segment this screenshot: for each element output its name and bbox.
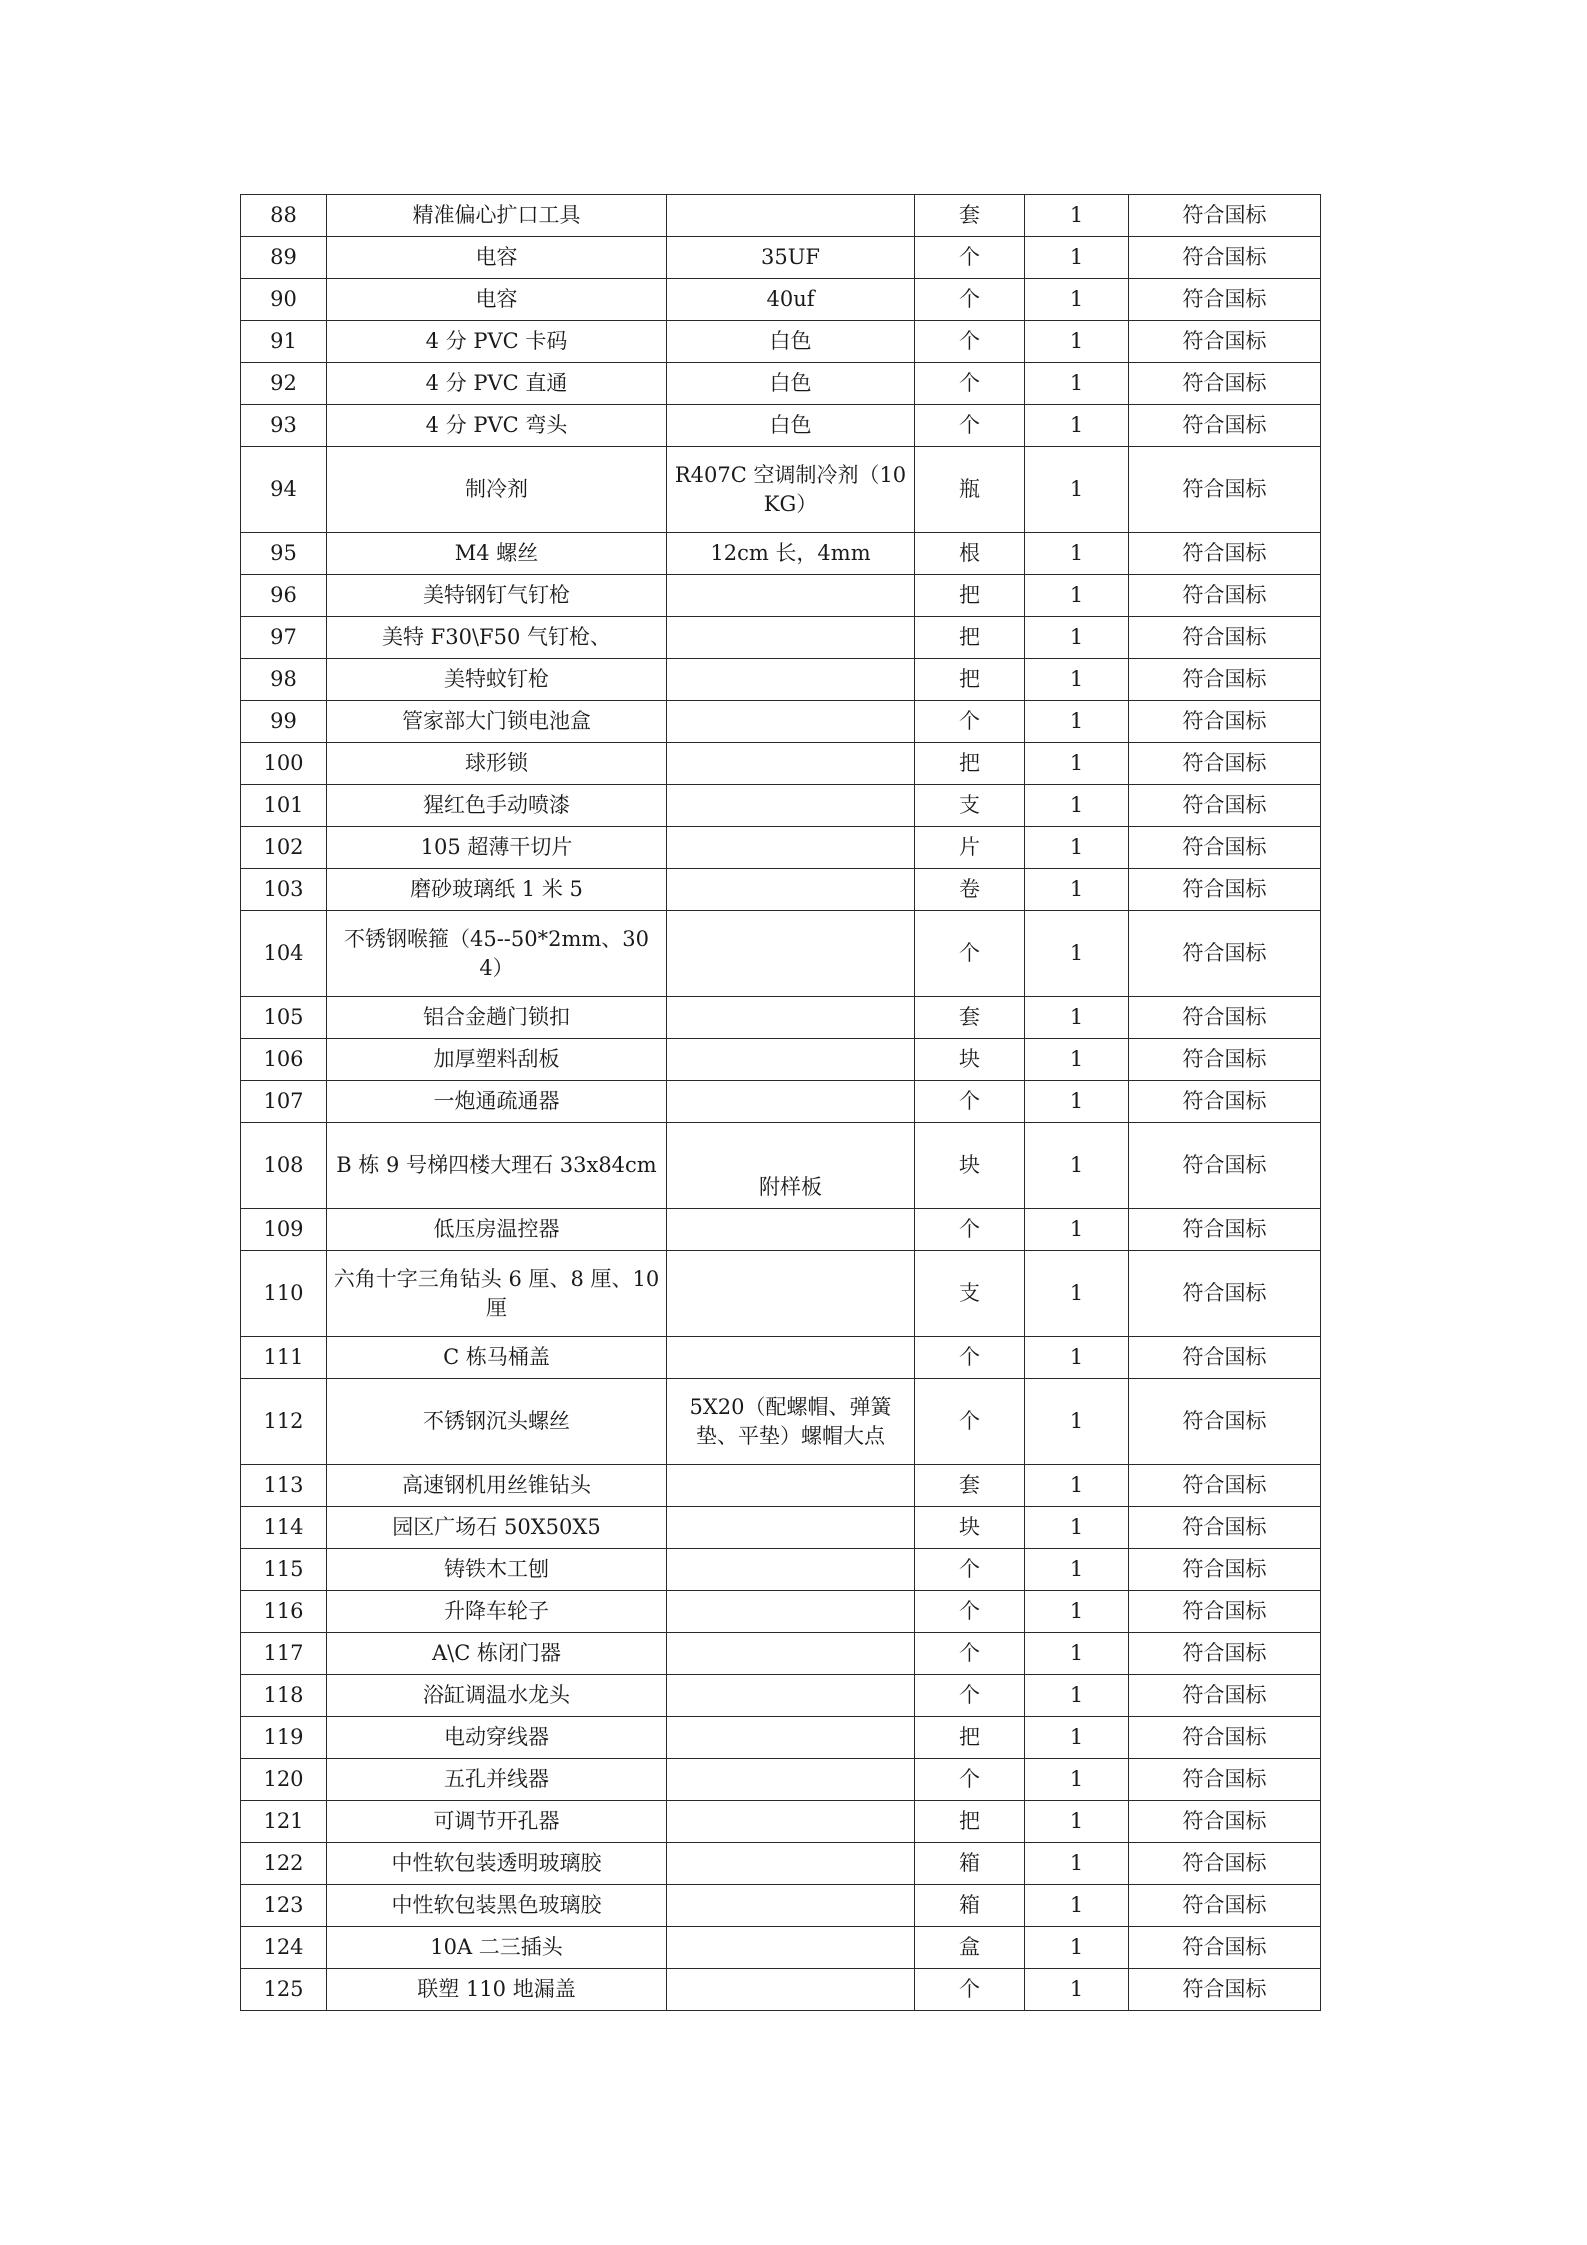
table-row bbox=[241, 279, 1321, 321]
cell-specification bbox=[667, 1633, 915, 1675]
cell-unit: 个 bbox=[915, 1591, 1025, 1633]
cell-unit: 把 bbox=[915, 743, 1025, 785]
cell-unit: 个 bbox=[915, 1379, 1025, 1465]
cell-quantity: 1 bbox=[1025, 195, 1129, 237]
cell-standard: 符合国标 bbox=[1129, 237, 1321, 279]
cell-standard: 符合国标 bbox=[1129, 785, 1321, 827]
cell-standard: 符合国标 bbox=[1129, 1927, 1321, 1969]
cell-standard: 符合国标 bbox=[1129, 1549, 1321, 1591]
cell-quantity: 1 bbox=[1025, 575, 1129, 617]
table-row bbox=[241, 195, 1321, 237]
cell-quantity: 1 bbox=[1025, 1549, 1129, 1591]
table-row bbox=[241, 1969, 1321, 2011]
cell-number: 117 bbox=[241, 1633, 327, 1675]
cell-item-name: 猩红色手动喷漆 bbox=[327, 785, 667, 827]
cell-number: 124 bbox=[241, 1927, 327, 1969]
cell-specification: 附样板 bbox=[667, 1123, 915, 1209]
table-row bbox=[241, 533, 1321, 575]
cell-specification: 12cm 长，4mm bbox=[667, 533, 915, 575]
cell-item-name: 联塑 110 地漏盖 bbox=[327, 1969, 667, 2011]
cell-standard: 符合国标 bbox=[1129, 1591, 1321, 1633]
cell-unit: 个 bbox=[915, 1759, 1025, 1801]
cell-unit: 卷 bbox=[915, 869, 1025, 911]
cell-standard: 符合国标 bbox=[1129, 1465, 1321, 1507]
cell-standard: 符合国标 bbox=[1129, 1337, 1321, 1379]
cell-specification bbox=[667, 195, 915, 237]
cell-unit: 个 bbox=[915, 321, 1025, 363]
cell-number: 98 bbox=[241, 659, 327, 701]
cell-item-name: 五孔并线器 bbox=[327, 1759, 667, 1801]
cell-item-name: 电容 bbox=[327, 279, 667, 321]
cell-unit: 根 bbox=[915, 533, 1025, 575]
cell-specification bbox=[667, 1927, 915, 1969]
table-row bbox=[241, 1927, 1321, 1969]
cell-specification bbox=[667, 827, 915, 869]
cell-quantity: 1 bbox=[1025, 1885, 1129, 1927]
cell-item-name: 低压房温控器 bbox=[327, 1209, 667, 1251]
cell-quantity: 1 bbox=[1025, 1123, 1129, 1209]
cell-item-name: 不锈钢沉头螺丝 bbox=[327, 1379, 667, 1465]
table-row bbox=[241, 447, 1321, 533]
cell-number: 94 bbox=[241, 447, 327, 533]
cell-item-name: 4 分 PVC 直通 bbox=[327, 363, 667, 405]
cell-item-name: 美特钢钉气钉枪 bbox=[327, 575, 667, 617]
cell-unit: 个 bbox=[915, 1675, 1025, 1717]
cell-quantity: 1 bbox=[1025, 1759, 1129, 1801]
cell-item-name: 高速钢机用丝锥钻头 bbox=[327, 1465, 667, 1507]
cell-item-name: 不锈钢喉箍（45--50*2mm、304） bbox=[327, 911, 667, 997]
cell-number: 100 bbox=[241, 743, 327, 785]
cell-standard: 符合国标 bbox=[1129, 1885, 1321, 1927]
table-row bbox=[241, 911, 1321, 997]
cell-quantity: 1 bbox=[1025, 1081, 1129, 1123]
cell-item-name: 精准偏心扩口工具 bbox=[327, 195, 667, 237]
cell-quantity: 1 bbox=[1025, 617, 1129, 659]
cell-number: 105 bbox=[241, 997, 327, 1039]
cell-standard: 符合国标 bbox=[1129, 827, 1321, 869]
cell-unit: 瓶 bbox=[915, 447, 1025, 533]
cell-standard: 符合国标 bbox=[1129, 575, 1321, 617]
table-row bbox=[241, 321, 1321, 363]
cell-number: 110 bbox=[241, 1251, 327, 1337]
cell-number: 108 bbox=[241, 1123, 327, 1209]
cell-unit: 个 bbox=[915, 1209, 1025, 1251]
cell-quantity: 1 bbox=[1025, 1927, 1129, 1969]
cell-unit: 支 bbox=[915, 785, 1025, 827]
cell-quantity: 1 bbox=[1025, 1717, 1129, 1759]
table-row bbox=[241, 1465, 1321, 1507]
cell-number: 114 bbox=[241, 1507, 327, 1549]
cell-item-name: 105 超薄干切片 bbox=[327, 827, 667, 869]
cell-quantity: 1 bbox=[1025, 321, 1129, 363]
cell-unit: 盒 bbox=[915, 1927, 1025, 1969]
cell-quantity: 1 bbox=[1025, 701, 1129, 743]
cell-number: 113 bbox=[241, 1465, 327, 1507]
table-row bbox=[241, 1337, 1321, 1379]
table-row bbox=[241, 659, 1321, 701]
cell-item-name: 电容 bbox=[327, 237, 667, 279]
cell-quantity: 1 bbox=[1025, 659, 1129, 701]
table-row bbox=[241, 827, 1321, 869]
cell-item-name: 铸铁木工刨 bbox=[327, 1549, 667, 1591]
cell-quantity: 1 bbox=[1025, 279, 1129, 321]
cell-number: 93 bbox=[241, 405, 327, 447]
table-row bbox=[241, 1843, 1321, 1885]
cell-unit: 个 bbox=[915, 701, 1025, 743]
cell-number: 125 bbox=[241, 1969, 327, 2011]
cell-number: 111 bbox=[241, 1337, 327, 1379]
cell-quantity: 1 bbox=[1025, 1039, 1129, 1081]
cell-standard: 符合国标 bbox=[1129, 1379, 1321, 1465]
cell-number: 122 bbox=[241, 1843, 327, 1885]
cell-quantity: 1 bbox=[1025, 743, 1129, 785]
cell-standard: 符合国标 bbox=[1129, 869, 1321, 911]
cell-unit: 块 bbox=[915, 1039, 1025, 1081]
cell-number: 97 bbox=[241, 617, 327, 659]
cell-standard: 符合国标 bbox=[1129, 195, 1321, 237]
cell-item-name: 一炮通疏通器 bbox=[327, 1081, 667, 1123]
cell-specification bbox=[667, 1039, 915, 1081]
cell-standard: 符合国标 bbox=[1129, 405, 1321, 447]
cell-quantity: 1 bbox=[1025, 447, 1129, 533]
cell-standard: 符合国标 bbox=[1129, 1759, 1321, 1801]
cell-specification bbox=[667, 785, 915, 827]
cell-standard: 符合国标 bbox=[1129, 447, 1321, 533]
cell-standard: 符合国标 bbox=[1129, 1251, 1321, 1337]
cell-standard: 符合国标 bbox=[1129, 279, 1321, 321]
table-row bbox=[241, 1591, 1321, 1633]
cell-item-name: C 栋马桶盖 bbox=[327, 1337, 667, 1379]
cell-unit: 个 bbox=[915, 1337, 1025, 1379]
cell-specification bbox=[667, 743, 915, 785]
cell-number: 88 bbox=[241, 195, 327, 237]
cell-unit: 个 bbox=[915, 911, 1025, 997]
cell-number: 112 bbox=[241, 1379, 327, 1465]
cell-item-name: 制冷剂 bbox=[327, 447, 667, 533]
table-row bbox=[241, 237, 1321, 279]
cell-quantity: 1 bbox=[1025, 1801, 1129, 1843]
cell-number: 99 bbox=[241, 701, 327, 743]
table-row bbox=[241, 1885, 1321, 1927]
cell-unit: 套 bbox=[915, 1465, 1025, 1507]
table-row bbox=[241, 743, 1321, 785]
table-row bbox=[241, 997, 1321, 1039]
cell-item-name: 10A 二三插头 bbox=[327, 1927, 667, 1969]
cell-standard: 符合国标 bbox=[1129, 617, 1321, 659]
table-row bbox=[241, 575, 1321, 617]
table-row bbox=[241, 701, 1321, 743]
cell-specification: 白色 bbox=[667, 363, 915, 405]
cell-unit: 个 bbox=[915, 1633, 1025, 1675]
cell-quantity: 1 bbox=[1025, 533, 1129, 575]
cell-item-name: 六角十字三角钻头 6 厘、8 厘、10 厘 bbox=[327, 1251, 667, 1337]
cell-quantity: 1 bbox=[1025, 1969, 1129, 2011]
cell-standard: 符合国标 bbox=[1129, 1081, 1321, 1123]
cell-standard: 符合国标 bbox=[1129, 363, 1321, 405]
cell-number: 90 bbox=[241, 279, 327, 321]
cell-unit: 套 bbox=[915, 997, 1025, 1039]
cell-specification bbox=[667, 1251, 915, 1337]
cell-standard: 符合国标 bbox=[1129, 1633, 1321, 1675]
cell-number: 103 bbox=[241, 869, 327, 911]
table-row bbox=[241, 1081, 1321, 1123]
cell-specification: 40uf bbox=[667, 279, 915, 321]
cell-standard: 符合国标 bbox=[1129, 1969, 1321, 2011]
cell-quantity: 1 bbox=[1025, 363, 1129, 405]
cell-item-name: 4 分 PVC 弯头 bbox=[327, 405, 667, 447]
cell-specification bbox=[667, 1717, 915, 1759]
cell-unit: 块 bbox=[915, 1123, 1025, 1209]
cell-standard: 符合国标 bbox=[1129, 701, 1321, 743]
cell-number: 123 bbox=[241, 1885, 327, 1927]
cell-item-name: B 栋 9 号梯四楼大理石 33x84cm bbox=[327, 1123, 667, 1209]
cell-specification bbox=[667, 701, 915, 743]
cell-number: 115 bbox=[241, 1549, 327, 1591]
cell-unit: 把 bbox=[915, 1801, 1025, 1843]
cell-number: 107 bbox=[241, 1081, 327, 1123]
cell-unit: 把 bbox=[915, 659, 1025, 701]
cell-specification: 5X20（配螺帽、弹簧垫、平垫）螺帽大点 bbox=[667, 1379, 915, 1465]
cell-unit: 片 bbox=[915, 827, 1025, 869]
cell-specification bbox=[667, 1337, 915, 1379]
cell-number: 120 bbox=[241, 1759, 327, 1801]
cell-standard: 符合国标 bbox=[1129, 911, 1321, 997]
cell-item-name: 中性软包装黑色玻璃胶 bbox=[327, 1885, 667, 1927]
cell-item-name: 加厚塑料刮板 bbox=[327, 1039, 667, 1081]
cell-specification bbox=[667, 1549, 915, 1591]
cell-quantity: 1 bbox=[1025, 997, 1129, 1039]
cell-quantity: 1 bbox=[1025, 1507, 1129, 1549]
cell-item-name: A\C 栋闭门器 bbox=[327, 1633, 667, 1675]
cell-item-name: 美特蚊钉枪 bbox=[327, 659, 667, 701]
cell-item-name: M4 螺丝 bbox=[327, 533, 667, 575]
cell-unit: 个 bbox=[915, 1081, 1025, 1123]
table-row bbox=[241, 869, 1321, 911]
cell-specification: 白色 bbox=[667, 405, 915, 447]
cell-item-name: 园区广场石 50X50X5 bbox=[327, 1507, 667, 1549]
cell-specification bbox=[667, 911, 915, 997]
cell-standard: 符合国标 bbox=[1129, 997, 1321, 1039]
cell-specification bbox=[667, 575, 915, 617]
cell-number: 89 bbox=[241, 237, 327, 279]
cell-item-name: 管家部大门锁电池盒 bbox=[327, 701, 667, 743]
cell-standard: 符合国标 bbox=[1129, 743, 1321, 785]
cell-quantity: 1 bbox=[1025, 1465, 1129, 1507]
cell-standard: 符合国标 bbox=[1129, 1843, 1321, 1885]
table-row bbox=[241, 1549, 1321, 1591]
cell-quantity: 1 bbox=[1025, 827, 1129, 869]
cell-item-name: 球形锁 bbox=[327, 743, 667, 785]
cell-quantity: 1 bbox=[1025, 1843, 1129, 1885]
cell-specification bbox=[667, 1675, 915, 1717]
cell-specification bbox=[667, 1465, 915, 1507]
cell-specification bbox=[667, 617, 915, 659]
cell-specification bbox=[667, 1507, 915, 1549]
cell-specification bbox=[667, 659, 915, 701]
cell-unit: 把 bbox=[915, 617, 1025, 659]
cell-number: 104 bbox=[241, 911, 327, 997]
cell-standard: 符合国标 bbox=[1129, 1507, 1321, 1549]
cell-number: 96 bbox=[241, 575, 327, 617]
table-row bbox=[241, 1717, 1321, 1759]
cell-specification bbox=[667, 1759, 915, 1801]
cell-quantity: 1 bbox=[1025, 1251, 1129, 1337]
table-row bbox=[241, 1801, 1321, 1843]
cell-quantity: 1 bbox=[1025, 1591, 1129, 1633]
table-row bbox=[241, 363, 1321, 405]
cell-number: 119 bbox=[241, 1717, 327, 1759]
cell-number: 118 bbox=[241, 1675, 327, 1717]
cell-number: 91 bbox=[241, 321, 327, 363]
cell-standard: 符合国标 bbox=[1129, 1209, 1321, 1251]
cell-number: 121 bbox=[241, 1801, 327, 1843]
table-row bbox=[241, 1039, 1321, 1081]
cell-specification bbox=[667, 1591, 915, 1633]
cell-unit: 块 bbox=[915, 1507, 1025, 1549]
cell-quantity: 1 bbox=[1025, 1675, 1129, 1717]
table-row bbox=[241, 405, 1321, 447]
table-row bbox=[241, 1209, 1321, 1251]
cell-unit: 个 bbox=[915, 363, 1025, 405]
cell-specification bbox=[667, 1801, 915, 1843]
cell-standard: 符合国标 bbox=[1129, 1717, 1321, 1759]
cell-quantity: 1 bbox=[1025, 1337, 1129, 1379]
cell-number: 92 bbox=[241, 363, 327, 405]
cell-specification bbox=[667, 1081, 915, 1123]
items-table bbox=[240, 194, 1321, 2011]
cell-unit: 个 bbox=[915, 1549, 1025, 1591]
cell-specification bbox=[667, 869, 915, 911]
table-row bbox=[241, 1675, 1321, 1717]
cell-number: 106 bbox=[241, 1039, 327, 1081]
cell-quantity: 1 bbox=[1025, 869, 1129, 911]
cell-unit: 个 bbox=[915, 405, 1025, 447]
cell-item-name: 可调节开孔器 bbox=[327, 1801, 667, 1843]
cell-standard: 符合国标 bbox=[1129, 1039, 1321, 1081]
table-row bbox=[241, 1759, 1321, 1801]
table-row bbox=[241, 785, 1321, 827]
cell-quantity: 1 bbox=[1025, 1633, 1129, 1675]
cell-item-name: 中性软包装透明玻璃胶 bbox=[327, 1843, 667, 1885]
cell-standard: 符合国标 bbox=[1129, 321, 1321, 363]
cell-specification: 白色 bbox=[667, 321, 915, 363]
cell-specification: R407C 空调制冷剂（10KG） bbox=[667, 447, 915, 533]
cell-unit: 个 bbox=[915, 279, 1025, 321]
cell-item-name: 美特 F30\F50 气钉枪、 bbox=[327, 617, 667, 659]
cell-unit: 支 bbox=[915, 1251, 1025, 1337]
table-row bbox=[241, 1633, 1321, 1675]
cell-specification bbox=[667, 1843, 915, 1885]
cell-specification: 35UF bbox=[667, 237, 915, 279]
cell-quantity: 1 bbox=[1025, 237, 1129, 279]
cell-quantity: 1 bbox=[1025, 1379, 1129, 1465]
cell-standard: 符合国标 bbox=[1129, 533, 1321, 575]
cell-item-name: 磨砂玻璃纸 1 米 5 bbox=[327, 869, 667, 911]
cell-item-name: 升降车轮子 bbox=[327, 1591, 667, 1633]
cell-unit: 个 bbox=[915, 237, 1025, 279]
table-row bbox=[241, 1507, 1321, 1549]
table-row bbox=[241, 1251, 1321, 1337]
cell-unit: 箱 bbox=[915, 1885, 1025, 1927]
cell-item-name: 4 分 PVC 卡码 bbox=[327, 321, 667, 363]
cell-number: 101 bbox=[241, 785, 327, 827]
items-table-body bbox=[241, 195, 1321, 2011]
cell-standard: 符合国标 bbox=[1129, 659, 1321, 701]
cell-unit: 把 bbox=[915, 575, 1025, 617]
cell-number: 102 bbox=[241, 827, 327, 869]
cell-standard: 符合国标 bbox=[1129, 1801, 1321, 1843]
cell-number: 116 bbox=[241, 1591, 327, 1633]
cell-item-name: 铝合金趟门锁扣 bbox=[327, 997, 667, 1039]
cell-number: 109 bbox=[241, 1209, 327, 1251]
cell-specification bbox=[667, 1969, 915, 2011]
cell-unit: 个 bbox=[915, 1969, 1025, 2011]
cell-number: 95 bbox=[241, 533, 327, 575]
table-row bbox=[241, 617, 1321, 659]
cell-quantity: 1 bbox=[1025, 1209, 1129, 1251]
cell-unit: 套 bbox=[915, 195, 1025, 237]
cell-quantity: 1 bbox=[1025, 405, 1129, 447]
cell-item-name: 浴缸调温水龙头 bbox=[327, 1675, 667, 1717]
cell-quantity: 1 bbox=[1025, 911, 1129, 997]
cell-specification bbox=[667, 1885, 915, 1927]
table-row bbox=[241, 1123, 1321, 1209]
cell-unit: 箱 bbox=[915, 1843, 1025, 1885]
cell-quantity: 1 bbox=[1025, 785, 1129, 827]
cell-specification bbox=[667, 1209, 915, 1251]
cell-standard: 符合国标 bbox=[1129, 1123, 1321, 1209]
cell-standard: 符合国标 bbox=[1129, 1675, 1321, 1717]
table-row bbox=[241, 1379, 1321, 1465]
cell-specification bbox=[667, 997, 915, 1039]
cell-item-name: 电动穿线器 bbox=[327, 1717, 667, 1759]
cell-unit: 把 bbox=[915, 1717, 1025, 1759]
